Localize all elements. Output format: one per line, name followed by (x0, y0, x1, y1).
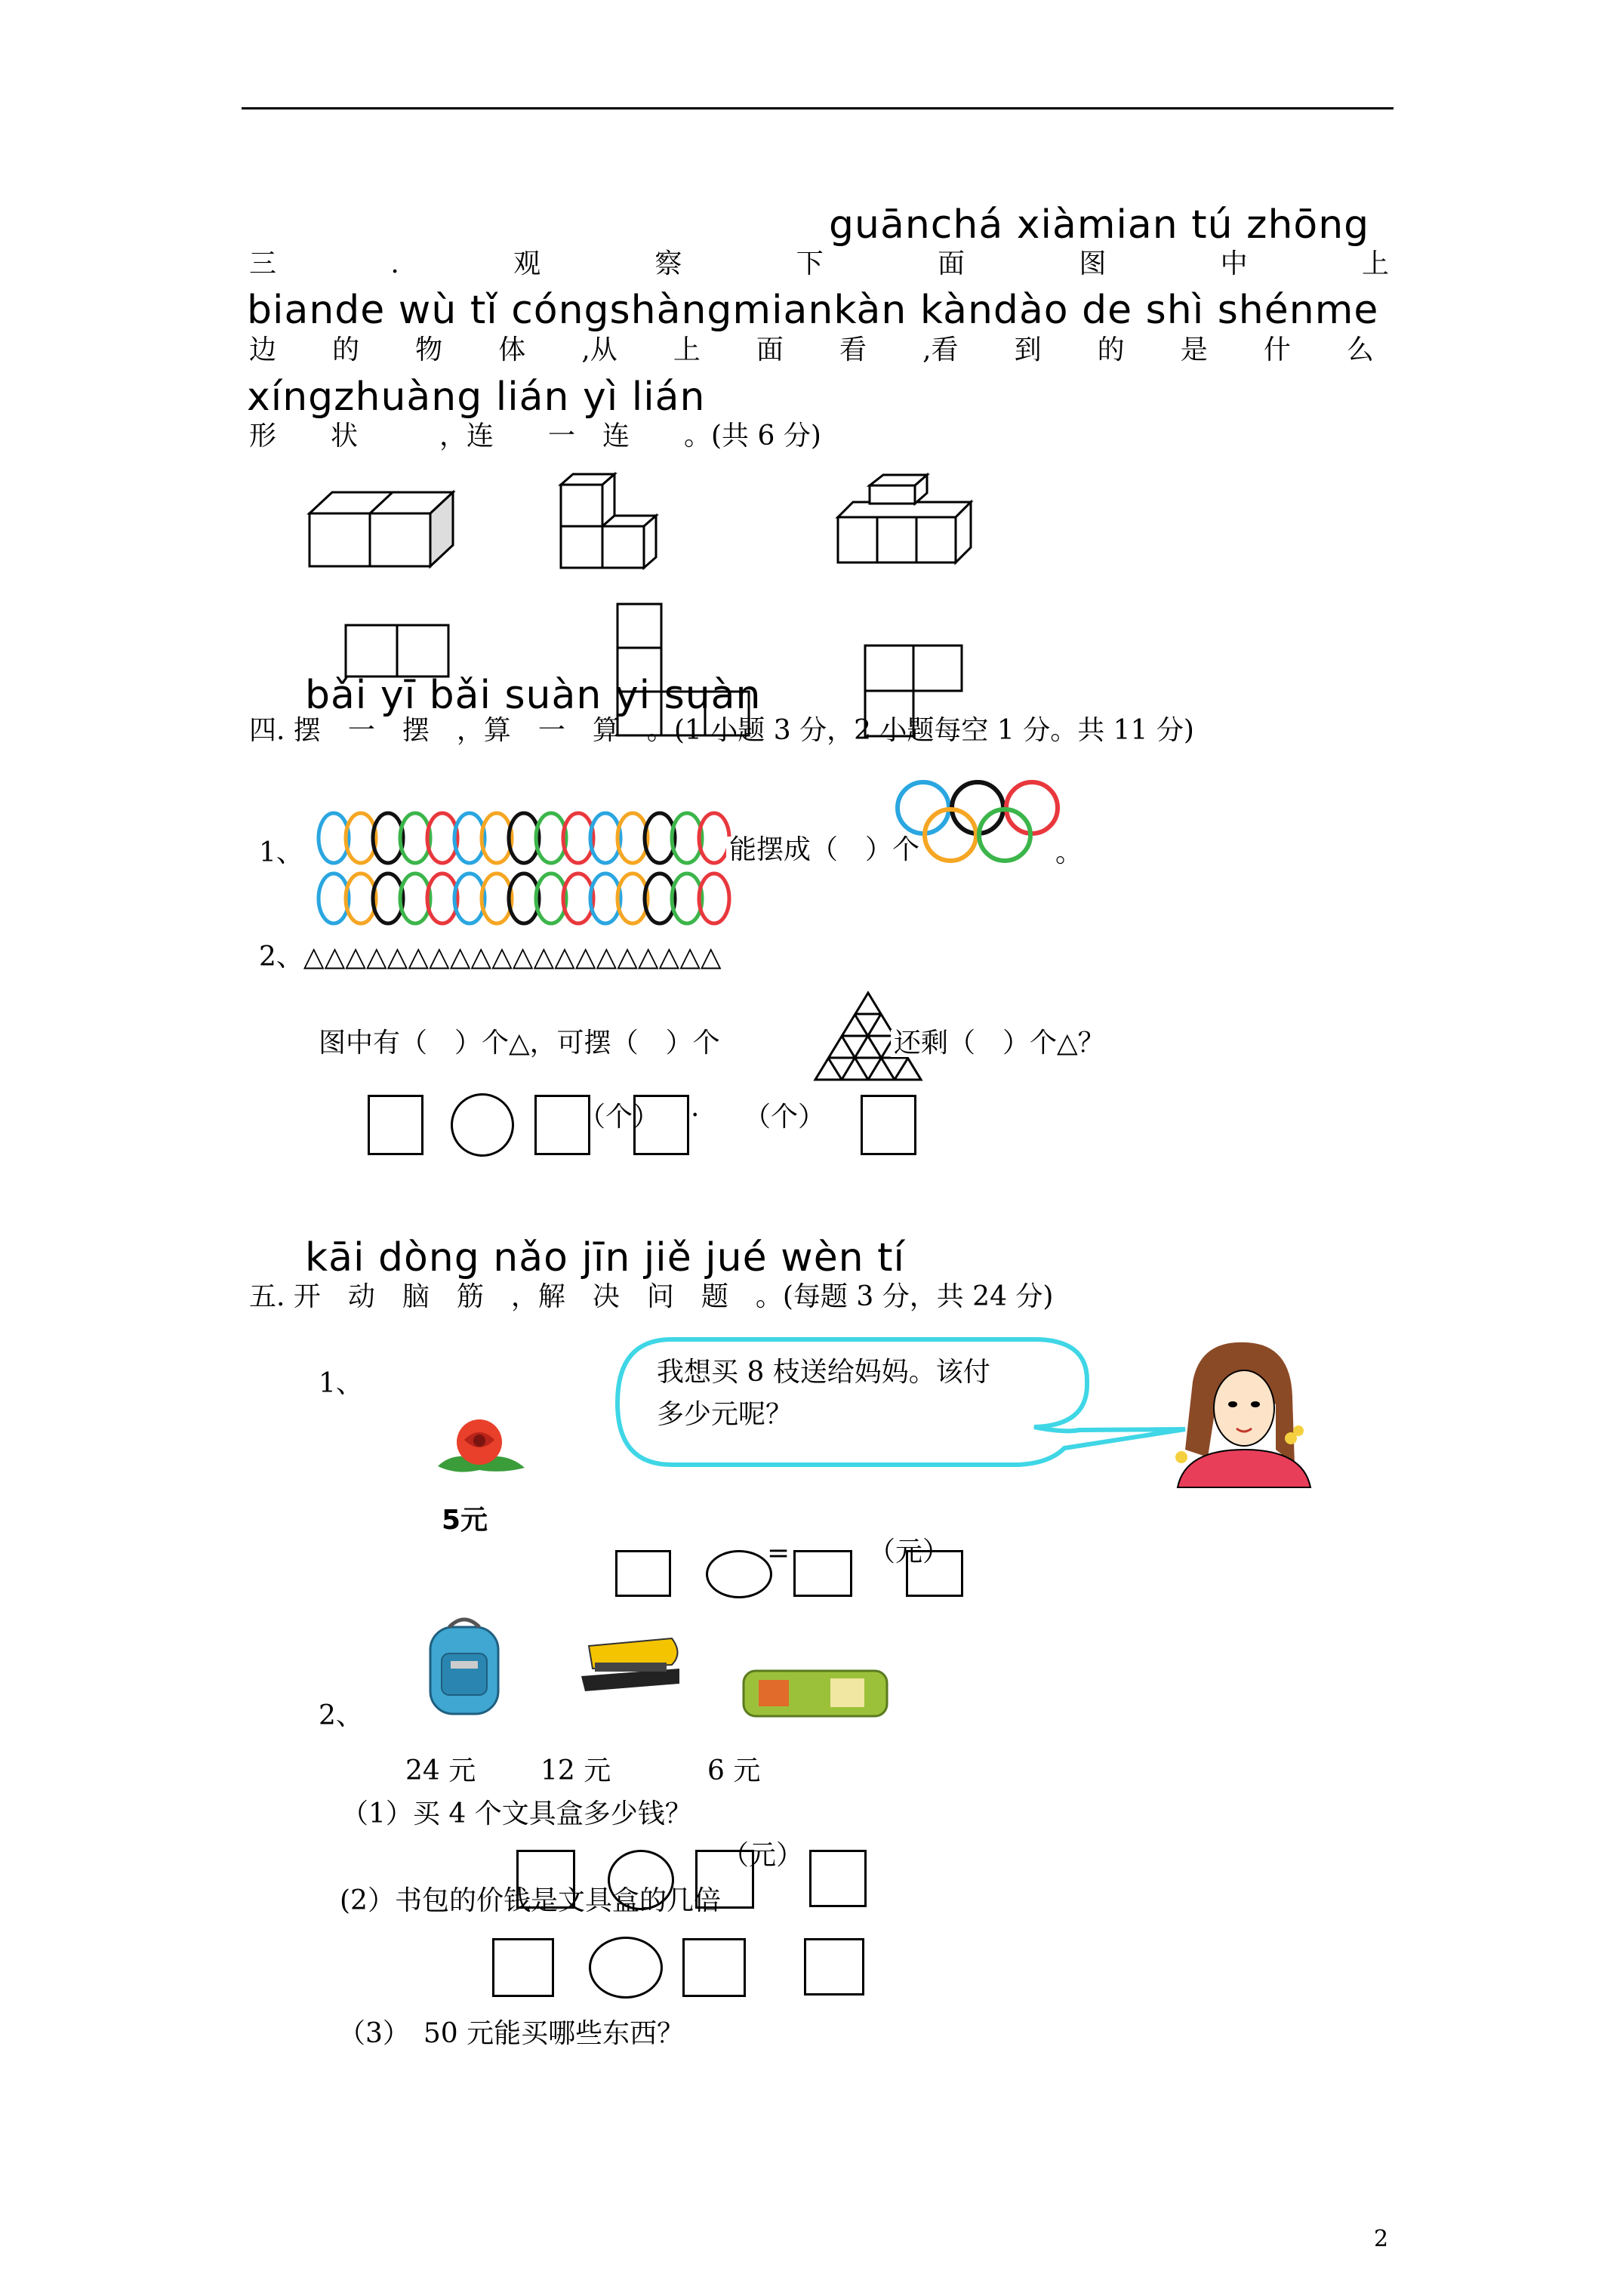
s4-q1-number: 1、 (259, 837, 303, 868)
stapler-icon (574, 1623, 687, 1695)
unit-label: （个） (744, 1102, 826, 1133)
s3-char: 面 (938, 248, 965, 279)
backpack-icon (419, 1612, 510, 1721)
pencil-box-icon (740, 1665, 891, 1721)
price-backpack: 24 元 (405, 1755, 476, 1786)
s3-char: 三 (249, 248, 277, 279)
unit-label: （元） (722, 1840, 804, 1871)
dot-mark: · (691, 1100, 700, 1131)
answer-box[interactable] (804, 1938, 864, 1996)
s3-char: 看 (839, 334, 867, 365)
rose-price: 5元 (442, 1505, 488, 1536)
answer-box[interactable] (682, 1938, 746, 1997)
price-stapler: 12 元 (540, 1755, 611, 1786)
operator-circle[interactable] (589, 1937, 663, 1999)
s5-sub-question-2: (2）书包的价钱是文具盒的几倍 (340, 1885, 721, 1916)
page-number: 2 (1374, 2226, 1389, 2252)
s3-hanzi-3: 形 状 ，连 一 连 。(共 6 分) (249, 421, 821, 451)
cube-figure-2 (555, 468, 676, 574)
top-view-shape-1 (340, 619, 453, 680)
unit-label: （个） (578, 1102, 661, 1133)
s3-char: 察 (654, 248, 682, 279)
cube-figure-1 (302, 483, 438, 574)
s3-char: 的 (1097, 334, 1125, 365)
colored-rings-illustration (317, 808, 755, 929)
s3-char: 中 (1220, 248, 1248, 279)
s3-char: 什 (1263, 334, 1291, 365)
s5-sub-question-1: （1）买 4 个文具盒多少钱？ (341, 1798, 692, 1829)
s5-pinyin: kāi dòng nǎo jīn jiě jué wèn tí (305, 1235, 906, 1281)
s3-char: 上 (1361, 248, 1389, 279)
s3-char: 图 (1079, 248, 1107, 279)
s5-q2-number: 2、 (319, 1700, 363, 1731)
answer-box[interactable] (492, 1938, 554, 1997)
price-pencil-box: 6 元 (707, 1755, 761, 1786)
answer-box[interactable] (793, 1550, 852, 1597)
s3-char: 么 (1346, 334, 1374, 365)
s4-q2-triangles: 2、△△△△△△△△△△△△△△△△△△△△ (259, 942, 722, 972)
bubble-text-1: 我想买 8 枝送给妈妈。该付 (657, 1357, 990, 1388)
header-rule (242, 107, 1394, 109)
s5-title: 五. 开 动 脑 筋 ，解 决 问 题 。(每题 3 分，共 24 分) (249, 1281, 1054, 1312)
s3-char: 体 (498, 334, 526, 365)
s3-char: 面 (756, 334, 784, 365)
answer-box[interactable] (516, 1850, 575, 1909)
operator-circle[interactable] (608, 1850, 674, 1910)
operator-circle[interactable] (706, 1550, 772, 1598)
s4-q2-text-2: 还剩（ ）个△？ (891, 1030, 1105, 1057)
unit-label: （元） (868, 1536, 950, 1567)
s4-q2-text: 图中有（ ）个△，可摆（ ）个 (319, 1028, 720, 1059)
equals-sign: = (767, 1538, 790, 1569)
s3-char: 是 (1180, 334, 1208, 365)
cube-figure-3 (830, 472, 981, 570)
answer-box[interactable] (809, 1850, 867, 1907)
s3-char: 观 (513, 248, 541, 279)
s3-pinyin-1: guānchá xiàmian tú zhōng (829, 202, 1370, 248)
s3-char: 的 (332, 334, 360, 365)
s3-char: ,从 (581, 334, 617, 365)
s3-char: ,看 (922, 334, 959, 365)
operator-circle[interactable] (451, 1093, 514, 1157)
s5-sub-question-3: （3） 50 元能买哪些东西？ (338, 2018, 685, 2049)
s3-hanzi-2 (249, 334, 1374, 365)
s3-char: 到 (1014, 334, 1042, 365)
s3-pinyin-2: biande wù tǐ cóngshàngmiankàn kàndào de shì shénme (247, 288, 1379, 333)
rose-icon (423, 1413, 536, 1489)
s4-title: 四. 摆 一 摆 ，算 一 算 。(1 小题 3 分，2 小题每空 1 分。共 11 分) (249, 715, 1194, 746)
answer-box[interactable] (861, 1095, 916, 1155)
answer-box[interactable] (368, 1095, 423, 1155)
s3-hanzi-1 (249, 248, 1389, 279)
s3-char: 物 (415, 334, 443, 365)
s4-pinyin: bǎi yī bǎi suàn yi suàn (305, 673, 762, 718)
s5-q1-number: 1、 (319, 1368, 363, 1399)
s4-q1-text: 能摆成（ ）个 (726, 837, 922, 864)
s3-char: 上 (673, 334, 701, 365)
girl-illustration (1163, 1336, 1313, 1487)
s3-pinyin-3: xíngzhuàng lián yì lián (247, 374, 706, 420)
olympic-rings-icon (895, 776, 1061, 871)
s3-char: . (390, 248, 399, 279)
answer-box[interactable] (906, 1550, 963, 1597)
s3-char: 边 (249, 334, 277, 365)
answer-box[interactable] (615, 1550, 671, 1597)
answer-box[interactable] (695, 1850, 754, 1909)
s4-q1-end: 。 (1055, 837, 1083, 868)
s3-char: 下 (796, 248, 824, 279)
bubble-text-2: 多少元呢？ (657, 1399, 793, 1430)
answer-box[interactable] (633, 1095, 689, 1155)
